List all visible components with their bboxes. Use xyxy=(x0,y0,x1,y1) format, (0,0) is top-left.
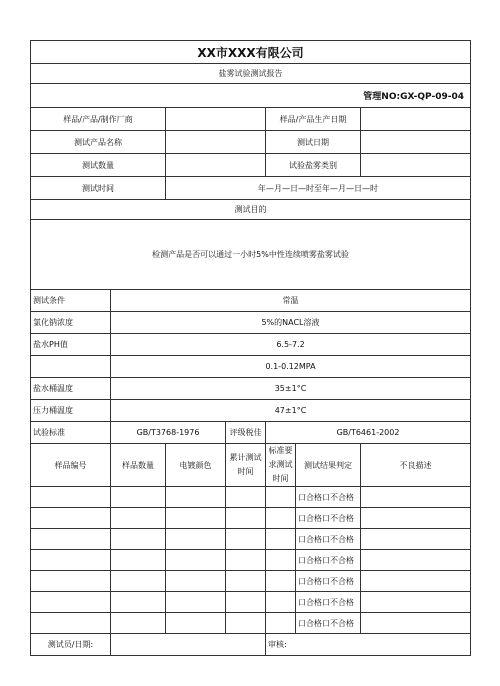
pressure-label xyxy=(31,356,111,378)
production-date-value[interactable] xyxy=(361,108,471,131)
col-defect-desc: 不良描述 xyxy=(361,444,471,487)
result-checkbox[interactable]: 口合格口不合格 xyxy=(296,508,361,529)
company-title: XX市XXX有限公司 xyxy=(31,41,471,64)
result-checkbox[interactable]: 口合格口不合格 xyxy=(296,550,361,571)
col-result: 测试结果判定 xyxy=(296,444,361,487)
tester-date-label: 测试员/日期: xyxy=(31,634,111,656)
plating-color-cell[interactable] xyxy=(166,571,226,592)
defect-cell[interactable] xyxy=(361,613,471,634)
sample-no-cell[interactable] xyxy=(31,487,111,508)
sample-maker-label: 样品/产品/制作厂商 xyxy=(31,108,166,131)
required-time-cell[interactable] xyxy=(266,550,296,571)
results-header-row xyxy=(31,444,471,487)
sample-no-cell[interactable] xyxy=(31,508,111,529)
evaluation-label: 评级税佳 xyxy=(226,422,266,444)
required-time-cell[interactable] xyxy=(266,508,296,529)
standard-value: GB/T3768-1976 xyxy=(111,422,226,444)
defect-cell[interactable] xyxy=(361,508,471,529)
defect-cell[interactable] xyxy=(361,487,471,508)
cumulative-time-cell[interactable] xyxy=(226,529,266,550)
test-product-value[interactable] xyxy=(166,131,266,154)
control-number: 管理NO:GX-QP-09-04 xyxy=(31,84,471,108)
condition-value: 常温 xyxy=(111,290,471,312)
col-sample-qty: 样品数量 xyxy=(111,444,166,487)
sample-no-cell[interactable] xyxy=(31,592,111,613)
ph-value: 6.5-7.2 xyxy=(111,334,471,356)
cumulative-time-cell[interactable] xyxy=(226,592,266,613)
test-date-value[interactable] xyxy=(361,131,471,154)
plating-color-cell[interactable] xyxy=(166,550,226,571)
test-time-value: 年—月—日—时至年—月—日—时 xyxy=(166,177,471,200)
production-date-label: 样品/产品生产日期 xyxy=(266,108,361,131)
spray-type-label: 试验盐雾类别 xyxy=(266,154,361,177)
purpose-label: 测试目的 xyxy=(31,200,471,220)
cumulative-time-cell[interactable] xyxy=(226,508,266,529)
standard-label: 试验标准 xyxy=(31,422,111,444)
test-time-label: 测试时间 xyxy=(31,177,166,200)
sample-maker-value[interactable] xyxy=(166,108,266,131)
nacl-concentration-label: 氯化钠浓度 xyxy=(31,312,111,334)
table-row xyxy=(31,487,471,508)
pressure-tank-temp-label: 压力桶温度 xyxy=(31,400,111,422)
table-row xyxy=(31,550,471,571)
defect-cell[interactable] xyxy=(361,529,471,550)
table-row xyxy=(31,529,471,550)
nacl-concentration-value: 5%的NACL溶液 xyxy=(111,312,471,334)
result-checkbox[interactable]: 口合格口不合格 xyxy=(296,487,361,508)
ph-label: 盐水PH值 xyxy=(31,334,111,356)
sample-no-cell[interactable] xyxy=(31,529,111,550)
test-quantity-value[interactable] xyxy=(166,154,266,177)
defect-cell[interactable] xyxy=(361,550,471,571)
pressure-value: 0.1-0.12MPA xyxy=(111,356,471,378)
brine-temp-value: 35±1°C xyxy=(111,378,471,400)
test-date-label: 测试日期 xyxy=(266,131,361,154)
cumulative-time-cell[interactable] xyxy=(226,571,266,592)
table-row xyxy=(31,592,471,613)
sample-no-cell[interactable] xyxy=(31,550,111,571)
sample-qty-cell[interactable] xyxy=(111,487,166,508)
test-product-label: 测试产品名称 xyxy=(31,131,166,154)
plating-color-cell[interactable] xyxy=(166,613,226,634)
result-checkbox[interactable]: 口合格口不合格 xyxy=(296,529,361,550)
sample-qty-cell[interactable] xyxy=(111,550,166,571)
review-label: 审核: xyxy=(266,634,471,656)
cumulative-time-cell[interactable] xyxy=(226,613,266,634)
col-sample-no: 样品编号 xyxy=(31,444,111,487)
tester-date-value[interactable] xyxy=(111,634,266,656)
result-checkbox[interactable]: 口合格口不合格 xyxy=(296,592,361,613)
report-table xyxy=(30,40,471,656)
required-time-cell[interactable] xyxy=(266,571,296,592)
test-quantity-label: 测试数量 xyxy=(31,154,166,177)
defect-cell[interactable] xyxy=(361,571,471,592)
report-name: 盐雾试验测试报告 xyxy=(31,64,471,84)
required-time-cell[interactable] xyxy=(266,529,296,550)
col-plating-color: 电镀颜色 xyxy=(166,444,226,487)
required-time-cell[interactable] xyxy=(266,613,296,634)
result-checkbox[interactable]: 口合格口不合格 xyxy=(296,613,361,634)
table-row xyxy=(31,508,471,529)
cumulative-time-cell[interactable] xyxy=(226,487,266,508)
plating-color-cell[interactable] xyxy=(166,508,226,529)
sample-qty-cell[interactable] xyxy=(111,613,166,634)
sample-no-cell[interactable] xyxy=(31,571,111,592)
sample-qty-cell[interactable] xyxy=(111,592,166,613)
cumulative-time-cell[interactable] xyxy=(226,550,266,571)
col-required-time: 标准要求测试时间 xyxy=(266,444,296,487)
table-row xyxy=(31,571,471,592)
evaluation-value: GB/T6461-2002 xyxy=(266,422,471,444)
sample-qty-cell[interactable] xyxy=(111,508,166,529)
pressure-tank-temp-value: 47±1°C xyxy=(111,400,471,422)
defect-cell[interactable] xyxy=(361,592,471,613)
report-sheet xyxy=(30,40,470,656)
spray-type-value[interactable] xyxy=(361,154,471,177)
brine-temp-label: 盐水桶温度 xyxy=(31,378,111,400)
col-cumulative-time: 累计测试时间 xyxy=(226,444,266,487)
sample-qty-cell[interactable] xyxy=(111,529,166,550)
table-row xyxy=(31,613,471,634)
plating-color-cell[interactable] xyxy=(166,592,226,613)
required-time-cell[interactable] xyxy=(266,487,296,508)
plating-color-cell[interactable] xyxy=(166,529,226,550)
result-checkbox[interactable]: 口合格口不合格 xyxy=(296,571,361,592)
sample-qty-cell[interactable] xyxy=(111,571,166,592)
purpose-text: 检测产品是否可以通过一小时5%中性连续喷雾盐雾试验 xyxy=(31,220,471,290)
sample-no-cell[interactable] xyxy=(31,613,111,634)
plating-color-cell[interactable] xyxy=(166,487,226,508)
condition-label: 测试条件 xyxy=(31,290,111,312)
required-time-cell[interactable] xyxy=(266,592,296,613)
